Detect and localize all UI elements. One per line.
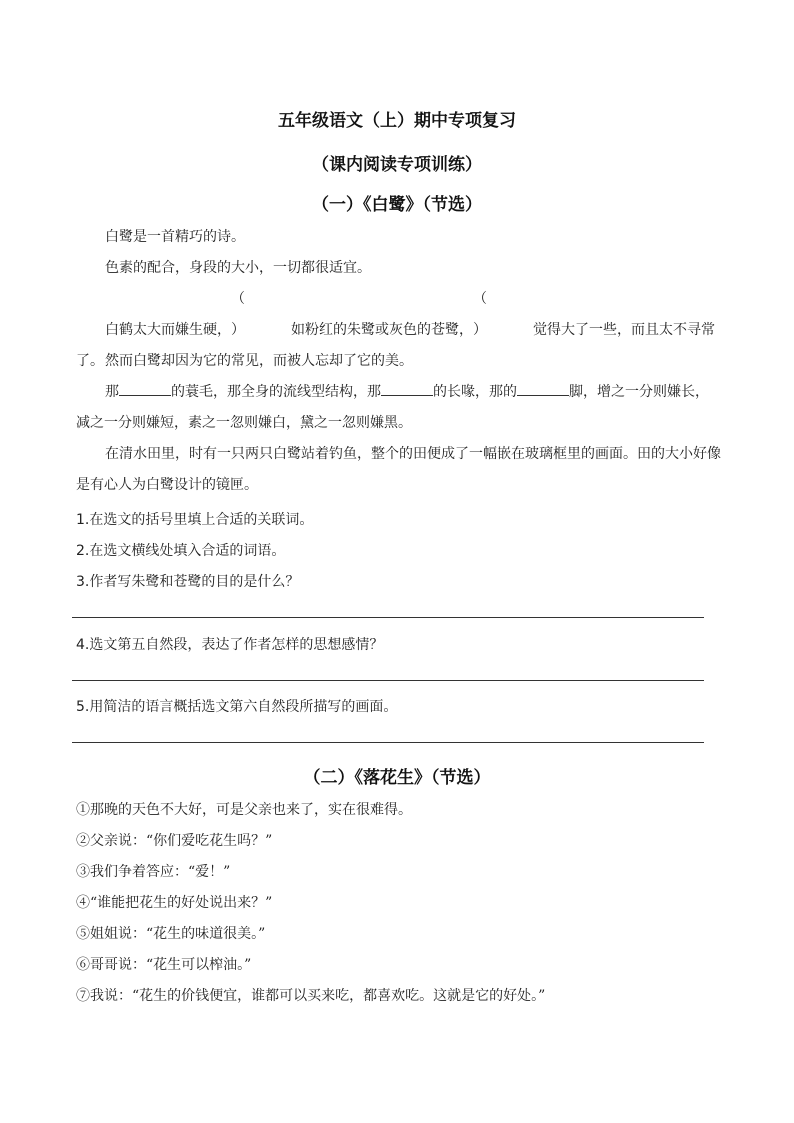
right-paren: ）: [473, 322, 487, 338]
paragraph-3-text-b: 如粉红的朱鹭或灰色的苍鹭，: [291, 322, 473, 338]
answer-line-question-4[interactable]: [72, 680, 704, 681]
passage-2-line-7: ⑦我说：“花生的价钱便宜，谁都可以买来吃，都喜欢吃。这就是它的好处。”: [76, 988, 546, 1004]
left-paren: （: [473, 291, 487, 307]
conjunction-blank-2[interactable]: [473, 284, 533, 346]
passage-1-paragraph-4: 然而白鹭却因为它的常见，而被人忘却了它的美。: [105, 353, 413, 369]
passage-1-paragraph-6: 在清水田里，时有一只两只白鹭站着钓鱼，整个的田便成了一幅嵌在玻璃框里的画面。田的大小好像是有心人为白鹭设计的镜匣。: [76, 446, 721, 493]
word-blank-1[interactable]: [119, 382, 171, 396]
answer-line-question-3[interactable]: [72, 617, 704, 618]
word-blank-2[interactable]: [381, 382, 433, 396]
question-4: 4.选文第五自然段，表达了作者怎样的思想感情？: [76, 637, 384, 653]
conjunction-blank-1[interactable]: [231, 284, 291, 346]
paragraph-5-text-c: 的长喙，那的: [433, 384, 517, 400]
passage-1-paragraph-2: 色素的配合，身段的大小，一切都很适宜。: [105, 260, 371, 276]
answer-line-question-5[interactable]: [72, 742, 704, 743]
paragraph-3-text-c: 觉得大了一些，而且太不寻常了。: [76, 322, 715, 369]
question-5: 5.用简洁的语言概括选文第六自然段所描写的画面。: [76, 699, 398, 715]
right-paren: ）: [231, 322, 245, 338]
question-3: 3.作者写朱鹭和苍鹭的目的是什么？: [76, 574, 300, 590]
paragraph-5-text-b: 的蓑毛，那全身的流线型结构，那: [171, 384, 381, 400]
worksheet-title: 五年级语文（上）期中专项复习: [278, 111, 516, 131]
passage-2-line-6: ⑥哥哥说：“花生可以榨油。”: [76, 957, 252, 973]
question-1: 1.在选文的括号里填上合适的关联词。: [76, 512, 314, 528]
paragraph-3-text-a: 白鹤太大而嫌生硬，: [105, 322, 231, 338]
section-2-heading: （二）《落花生》（节选）: [303, 768, 491, 788]
passage-1-paragraph-1: 白鹭是一首精巧的诗。: [105, 229, 245, 245]
passage-2-line-1: ①那晚的天色不大好，可是父亲也来了，实在很难得。: [76, 802, 412, 818]
left-paren: （: [231, 291, 245, 307]
passage-2-line-5: ⑤姐姐说：“花生的味道很美。”: [76, 926, 266, 942]
paragraph-5-text-a: 那: [105, 384, 119, 400]
passage-2-line-2: ②父亲说：“你们爱吃花生吗？”: [76, 833, 273, 849]
question-2: 2.在选文横线处填入合适的词语。: [76, 543, 286, 559]
passage-2-line-4: ④“谁能把花生的好处说出来？”: [76, 895, 273, 911]
passage-2-line-3: ③我们争着答应：“爱！”: [76, 864, 231, 880]
worksheet-subtitle: （课内阅读专项训练）: [312, 155, 482, 175]
section-1-heading: （一）《白鹭》（节选）: [312, 195, 482, 215]
word-blank-3[interactable]: [517, 382, 569, 396]
paragraph-5-text-d: 脚，增之一分则嫌长，减之一分则嫌短，素之一忽则嫌白，黛之一忽则嫌黑。: [76, 384, 709, 431]
passage-1-paragraph-5: [76, 377, 722, 439]
